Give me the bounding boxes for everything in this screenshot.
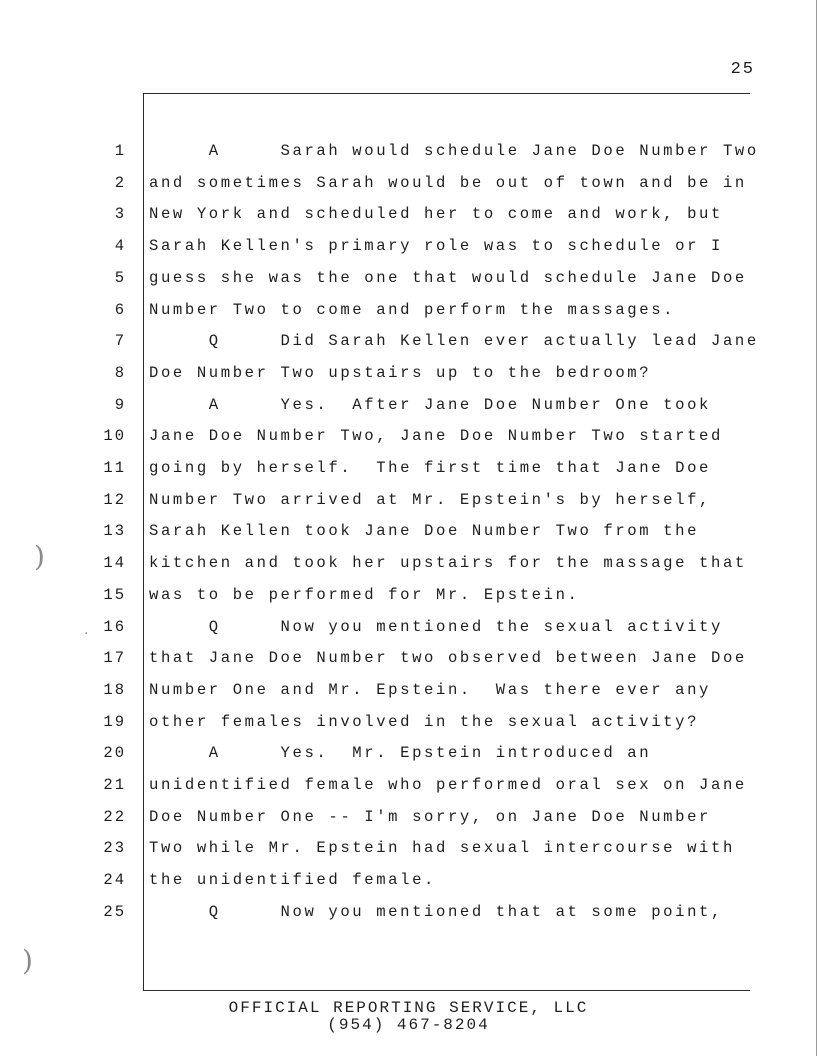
line-text: A Yes. Mr. Epstein introduced an	[149, 744, 652, 763]
line-number: 25	[103, 902, 126, 921]
transcript-line	[0, 617, 817, 649]
line-text: Number Two arrived at Mr. Epstein's by herself,	[149, 490, 712, 509]
line-text: and sometimes Sarah would be out of town and be in	[149, 173, 747, 192]
line-number: 8	[114, 363, 126, 382]
line-number: 5	[114, 268, 126, 287]
bottom-border	[143, 990, 750, 991]
transcript-line	[0, 204, 817, 236]
top-border	[143, 93, 750, 94]
transcript-line	[0, 585, 817, 617]
transcript-line	[0, 712, 817, 744]
transcript-line	[0, 743, 817, 775]
margin-dot-icon: .	[84, 622, 89, 638]
line-text: that Jane Doe Number two observed between Jane Doe	[149, 649, 747, 668]
transcript-line	[0, 141, 817, 173]
line-text: going by herself. The first time that Jane Doe	[149, 459, 712, 477]
line-text: Q Now you mentioned the sexual activity	[149, 617, 723, 636]
reporter-footer	[0, 1000, 817, 1034]
line-number: 12	[103, 490, 126, 509]
line-text: A Sarah would schedule Jane Doe Number Two	[149, 142, 759, 160]
line-number: 14	[103, 554, 126, 573]
line-number: 10	[103, 427, 126, 446]
line-text: Number Two to come and perform the massages.	[149, 300, 676, 319]
line-number: 1	[114, 142, 126, 160]
line-number: 21	[103, 776, 126, 794]
transcript-line	[0, 553, 817, 585]
line-number: 7	[114, 332, 126, 351]
line-text: New York and scheduled her to come and work, but	[149, 205, 723, 224]
line-number: 2	[114, 173, 126, 192]
line-number: 6	[114, 300, 126, 319]
line-number: 13	[103, 522, 126, 541]
transcript-line	[0, 458, 817, 490]
transcript-line	[0, 902, 817, 934]
line-text: Jane Doe Number Two, Jane Doe Number Two started	[149, 427, 723, 446]
line-text: was to be performed for Mr. Epstein.	[149, 585, 580, 604]
transcript-line	[0, 838, 817, 870]
footer-phone: (954) 467-8204	[327, 1016, 490, 1034]
hole-punch-mark-icon: )	[34, 540, 45, 573]
line-number: 16	[103, 617, 126, 636]
line-text: unidentified female who performed oral sex on Jane	[149, 776, 747, 794]
line-number: 19	[103, 712, 126, 731]
line-number: 23	[103, 839, 126, 858]
line-text: kitchen and took her upstairs for the massage that	[149, 554, 747, 573]
transcript-line	[0, 395, 817, 427]
transcript-line	[0, 268, 817, 300]
transcript-line	[0, 426, 817, 458]
transcript-line	[0, 807, 817, 839]
transcript-line	[0, 680, 817, 712]
line-text: the unidentified female.	[149, 871, 436, 890]
transcript-line	[0, 490, 817, 522]
line-text: other females involved in the sexual activity?	[149, 712, 700, 731]
transcript-line	[0, 300, 817, 332]
transcript-line	[0, 363, 817, 395]
line-number: 9	[114, 395, 126, 414]
transcript-line	[0, 331, 817, 363]
line-number: 20	[103, 744, 126, 763]
line-number: 15	[103, 585, 126, 604]
line-number: 3	[114, 205, 126, 224]
transcript-line	[0, 870, 817, 902]
line-number: 24	[103, 871, 126, 890]
line-text: Sarah Kellen's primary role was to schedule or I	[149, 237, 723, 256]
line-text: Sarah Kellen took Jane Doe Number Two from the	[149, 522, 700, 541]
hole-punch-mark-icon: )	[22, 944, 33, 977]
line-number: 17	[103, 649, 126, 668]
line-text: guess she was the one that would schedule Jane Doe	[149, 268, 747, 287]
transcript-line	[0, 173, 817, 205]
line-number: 4	[114, 237, 126, 256]
line-text: Doe Number One -- I'm sorry, on Jane Doe Number	[149, 807, 712, 826]
line-text: Q Did Sarah Kellen ever actually lead Jane	[149, 332, 759, 351]
line-number: 18	[103, 680, 126, 699]
line-number: 22	[103, 807, 126, 826]
transcript-line	[0, 236, 817, 268]
footer-company: OFFICIAL REPORTING SERVICE, LLC	[228, 999, 589, 1017]
line-text: Two while Mr. Epstein had sexual intercourse with	[149, 839, 735, 858]
transcript-line	[0, 648, 817, 680]
line-text: Q Now you mentioned that at some point,	[149, 902, 723, 921]
line-text: Doe Number Two upstairs up to the bedroom?	[149, 363, 652, 382]
line-text: Number One and Mr. Epstein. Was there ever any	[149, 680, 712, 699]
transcript-line	[0, 775, 817, 807]
page-number: 25	[730, 60, 755, 79]
line-number: 11	[103, 459, 126, 477]
transcript-line	[0, 521, 817, 553]
line-text: A Yes. After Jane Doe Number One took	[149, 395, 712, 414]
